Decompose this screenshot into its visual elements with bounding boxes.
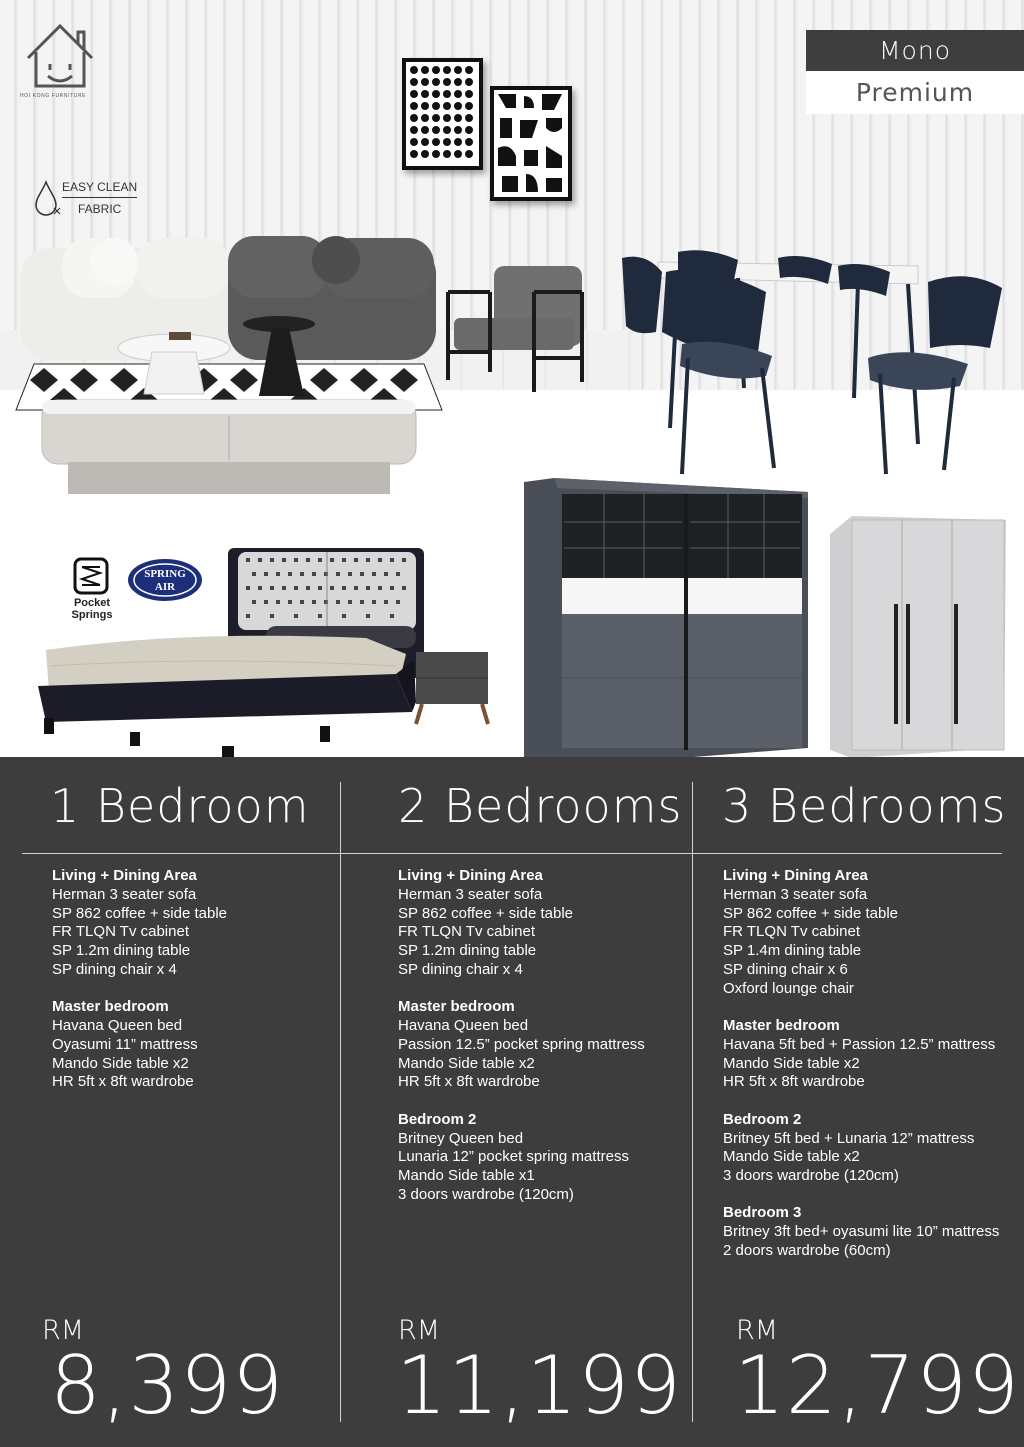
dining-set-image: [618, 248, 1010, 480]
collection-tier: Premium: [806, 71, 1024, 114]
list-item: SP dining chair x 4: [52, 960, 177, 978]
package-title: 2 Bedrooms: [398, 779, 683, 833]
section-master-bedroom: [52, 998, 227, 1092]
section-heading: Bedroom 2: [398, 1110, 477, 1128]
list-item: SP 1.2m dining table: [398, 942, 537, 960]
package-price: 11,199: [396, 1339, 682, 1432]
queen-bed-image: [36, 546, 492, 757]
section-living-dining: [398, 867, 645, 980]
section-master-bedroom: [398, 998, 645, 1092]
abstract-pattern-art: [494, 90, 568, 197]
list-item: Britney Queen bed: [398, 1129, 524, 1147]
list-item: Mando Side table x1: [398, 1167, 535, 1185]
list-item: Britney 5ft bed + Lunaria 12” mattress: [723, 1129, 975, 1147]
package-price: 12,799: [734, 1339, 1020, 1432]
column-divider: [692, 782, 693, 1422]
package-title: 1 Bedroom: [50, 779, 310, 833]
list-item: 3 doors wardrobe (120cm): [723, 1167, 899, 1185]
list-item: SP dining chair x 6: [723, 960, 848, 978]
collection-tag: [806, 30, 1024, 114]
section-bedroom-2: [723, 1111, 999, 1186]
section-master-bedroom: [723, 1017, 999, 1092]
fabric-label: FABRIC: [78, 202, 122, 216]
list-item: HR 5ft x 8ft wardrobe: [52, 1073, 194, 1091]
currency-label: RM: [42, 1315, 85, 1346]
sliding-wardrobe-image: [524, 478, 808, 757]
list-item: Mando Side table x2: [723, 1054, 860, 1072]
section-heading: Master bedroom: [398, 998, 515, 1016]
list-item: Mando Side table x2: [723, 1148, 860, 1166]
list-item: SP dining chair x 4: [398, 960, 523, 978]
section-bedroom-2: [398, 1111, 645, 1205]
section-heading: Bedroom 3: [723, 1204, 802, 1222]
list-item: HR 5ft x 8ft wardrobe: [723, 1073, 865, 1091]
house-logo-icon: [22, 20, 98, 102]
pocket-springs-line2: Springs: [71, 609, 113, 621]
list-item: FR TLQN Tv cabinet: [52, 923, 189, 941]
list-item: Herman 3 seater sofa: [52, 885, 197, 903]
three-door-wardrobe-image: [830, 514, 1006, 757]
list-item: SP 862 coffee + side table: [52, 904, 227, 922]
package-item-list: [398, 867, 645, 1223]
list-item: Lunaria 12” pocket spring mattress: [398, 1148, 629, 1166]
list-item: Havana Queen bed: [52, 1017, 183, 1035]
list-item: HR 5ft x 8ft wardrobe: [398, 1073, 540, 1091]
list-item: Mando Side table x2: [398, 1054, 535, 1072]
list-item: Oyasumi 11” mattress: [52, 1035, 198, 1053]
lounge-chair-image: [444, 262, 588, 396]
section-bedroom-3: [723, 1204, 999, 1260]
package-item-list: [723, 867, 999, 1279]
list-item: Havana Queen bed: [398, 1017, 529, 1035]
section-heading: Master bedroom: [52, 998, 169, 1016]
currency-label: RM: [736, 1315, 779, 1346]
list-item: FR TLQN Tv cabinet: [723, 923, 860, 941]
list-item: Herman 3 seater sofa: [398, 885, 543, 903]
section-heading: Bedroom 2: [723, 1110, 802, 1128]
section-heading: Living + Dining Area: [398, 867, 543, 884]
wall-art-abstract: [490, 86, 572, 201]
easy-clean-label: EASY CLEAN: [62, 180, 137, 198]
logo-caption: HOI KONG FURNITURE: [20, 93, 87, 99]
list-item: SP 1.4m dining table: [723, 942, 862, 960]
dot-pattern-art: [406, 62, 479, 166]
section-living-dining: [723, 867, 999, 999]
spring-air-line1: SPRING: [144, 568, 186, 580]
list-item: FR TLQN Tv cabinet: [398, 923, 535, 941]
list-item: SP 862 coffee + side table: [398, 904, 573, 922]
living-room-set-image: [14, 228, 444, 498]
water-drop-icon: [34, 180, 62, 218]
package-item-list: [52, 867, 227, 1111]
section-heading: Living + Dining Area: [723, 867, 868, 884]
section-heading: Living + Dining Area: [52, 867, 197, 884]
spring-air-line2: AIR: [154, 581, 176, 593]
list-item: 2 doors wardrobe (60cm): [723, 1242, 891, 1260]
list-item: SP 1.2m dining table: [52, 942, 191, 960]
list-item: Mando Side table x2: [52, 1054, 189, 1072]
currency-label: RM: [398, 1315, 441, 1346]
list-item: Havana 5ft bed + Passion 12.5” mattress: [723, 1035, 996, 1053]
wall-art-dots: [402, 58, 483, 170]
column-divider: [340, 782, 341, 1422]
package-title: 3 Bedrooms: [722, 779, 1007, 833]
section-living-dining: [52, 867, 227, 980]
list-item: SP 862 coffee + side table: [723, 904, 898, 922]
package-price: 8,399: [50, 1339, 285, 1432]
list-item: Oxford lounge chair: [723, 979, 854, 997]
list-item: Herman 3 seater sofa: [723, 885, 868, 903]
list-item: Britney 3ft bed+ oyasumi lite 10” mattress: [723, 1223, 1000, 1241]
list-item: 3 doors wardrobe (120cm): [398, 1185, 574, 1203]
package-panel: [0, 757, 1024, 1447]
collection-name: Mono: [806, 30, 1024, 71]
list-item: Passion 12.5” pocket spring mattress: [398, 1035, 645, 1053]
pocket-springs-line1: Pocket: [73, 597, 111, 609]
section-heading: Master bedroom: [723, 1017, 840, 1035]
header-divider: [22, 853, 1002, 854]
